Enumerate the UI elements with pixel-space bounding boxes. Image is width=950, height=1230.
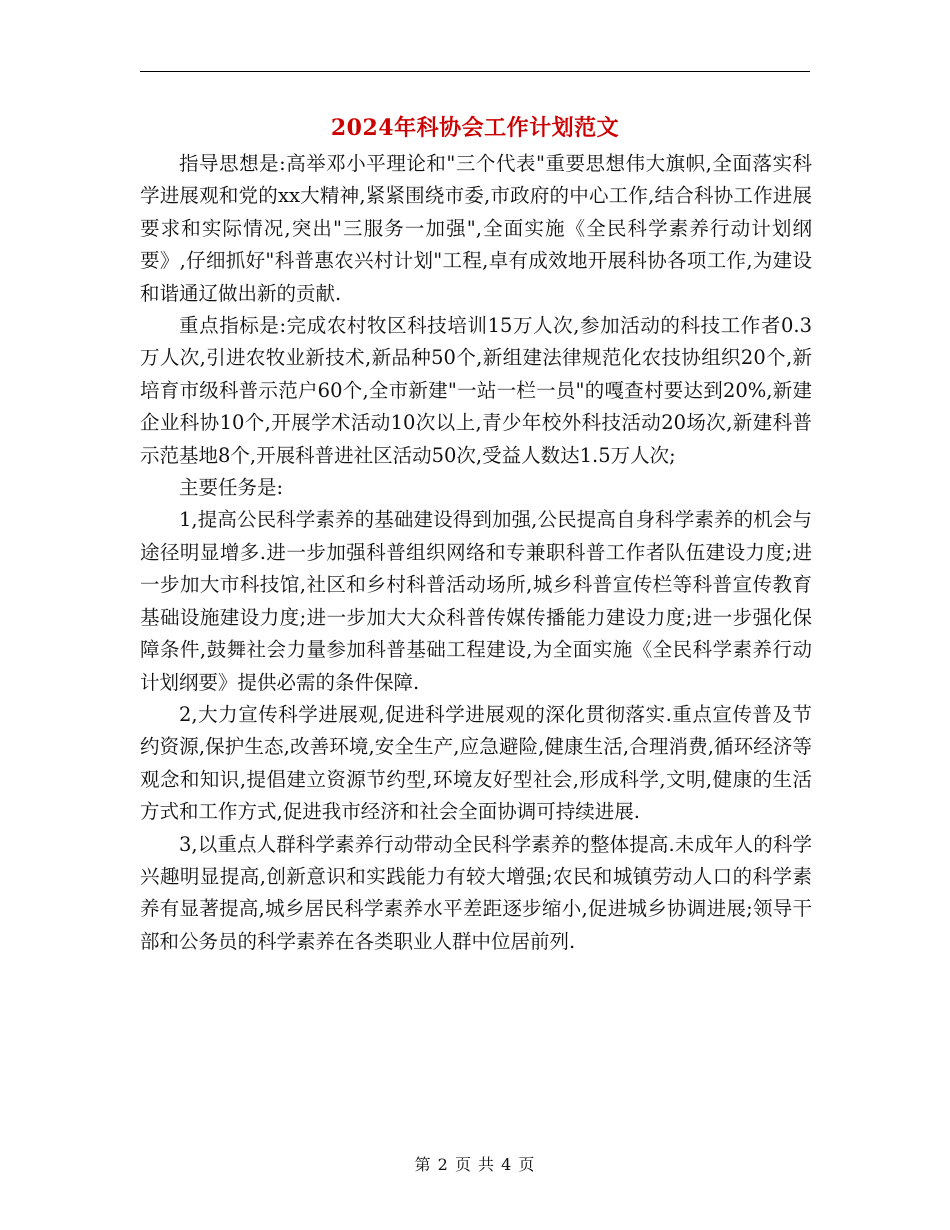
paragraph-task-3: 3,以重点人群科学素养行动带动全民科学素养的整体提高.未成年人的科学兴趣明显提高,创新意识和实践能力有较大增强;农民和城镇劳动人口的科学素养有显著提高,城乡居民科学素养水平差距逐步缩小,促进城乡协调进展;领导干部和公务员的科学素养在各类职业人群中位居前列. [140, 832, 812, 953]
page-number-footer: 第 2 页 共 4 页 [414, 1155, 536, 1174]
paragraph-guiding-ideology: 指导思想是:高举邓小平理论和"三个代表"重要思想伟大旗帜,全面落实科学进展观和党的xx大精神,紧紧围绕市委,市政府的中心工作,结合科协工作进展要求和实际情况,突出"三服务一加强",全面实施《全民科学素养行动计划纲要》,仔细抓好"科普惠农兴村计划"工程,卓有成效地开展科协各项工作,为建设和谐通辽做出新的贡献. [140, 152, 812, 305]
document-title: 2024年科协会工作计划范文 [330, 115, 620, 141]
document-body [140, 148, 812, 958]
paragraph-task-1: 1,提高公民科学素养的基础建设得到加强,公民提高自身科学素养的机会与途径明显增多.进一步加强科普组织网络和专兼职科普工作者队伍建设力度;进一步加大市科技馆,社区和乡村科普活动场所,城乡科普宣传栏等科普宣传教育基础设施建设力度;进一步加大大众科普传媒传播能力建设力度;进一步强化保障条件,鼓舞社会力量参加科普基础工程建设,为全面实施《全民科学素养行动计划纲要》提供必需的条件保障. [140, 508, 812, 694]
paragraph-main-tasks-heading: 主要任务是: [179, 476, 284, 500]
header-rule [140, 71, 810, 72]
paragraph-key-indicators: 重点指标是:完成农村牧区科技培训15万人次,参加活动的科技工作者0.3万人次,引进农牧业新技术,新品种50个,新组建法律规范化农技协组织20个,新培育市级科普示范户60个,全市新建"一站一栏一员"的嘎查村要达到20%,新建企业科协10个,开展学术活动10次以上,青少年校外科技活动20场次,新建科普示范基地8个,开展科普进社区活动50次,受益人数达1.5万人次; [140, 314, 812, 467]
paragraph-task-2: 2,大力宣传科学进展观,促进科学进展观的深化贯彻落实.重点宣传普及节约资源,保护生态,改善环境,安全生产,应急避险,健康生活,合理消费,循环经济等观念和知识,提倡建立资源节约型,环境友好型社会,形成科学,文明,健康的生活方式和工作方式,促进我市经济和社会全面协调可持续进展. [140, 702, 812, 824]
